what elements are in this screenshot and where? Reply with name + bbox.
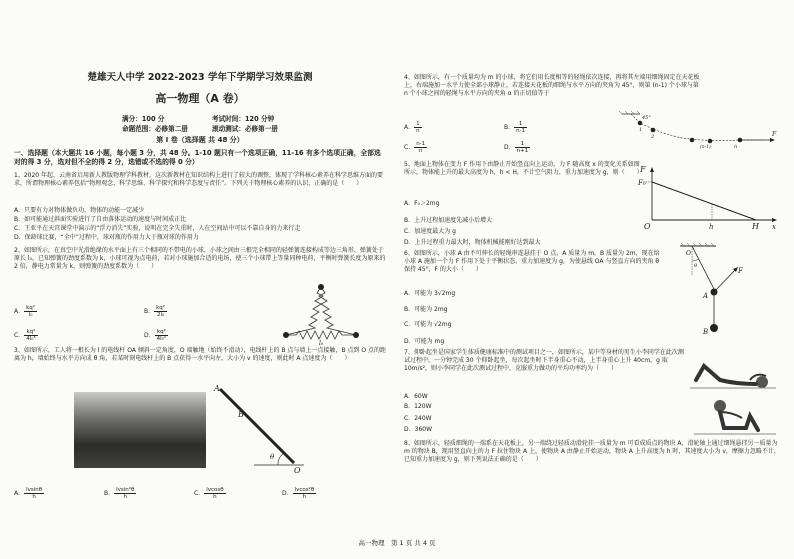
q3-option-a: A． $\frac{lvsin\theta}{h}$ bbox=[14, 487, 43, 501]
q5-force-graph bbox=[638, 165, 782, 231]
q4-figure-label-n-minus-1: (n-1) bbox=[700, 145, 711, 150]
q6-figure-f: F bbox=[738, 267, 743, 275]
q6-option-c: C．可能为 √2mg bbox=[404, 321, 452, 328]
q5-stem: 5、地面上物体在变力 F 作用下由静止开始竖直向上运动，力 F 随高度 x 的变化关系如图所示，物体能上升的最大高度为 h，h < H，不计空气阻力，重力加速度为 g，则（ ） bbox=[404, 161, 643, 177]
q6-figure-b: B bbox=[703, 328, 709, 336]
score-line: 满分：100 分 bbox=[122, 115, 165, 123]
q5-option-b: B．上升过程加速度先减小后增大 bbox=[404, 217, 493, 224]
q4-figure-label-1: 1 bbox=[639, 127, 643, 133]
rolling-line: 滚动测试：必修第一册 bbox=[212, 125, 278, 133]
q3-figure-b: B bbox=[238, 410, 244, 419]
q5-figure-x: x bbox=[772, 223, 776, 231]
q6-stem: 6、如图所示，小球 A 由不可伸长的轻绳串连悬挂于 O 点，A 质量为 m，B 质量为 2m，现在给小球 A 施加一个力 F 作用下处于平衡状态，重力加速度为 g，为使悬线 OA 与竖直方向的夹角 θ 保持 45°，F 的大小（ ） bbox=[404, 250, 660, 274]
q1-option-b: B．如可能通过斜面实验进行了自由落体运动的速度与时间成正比 bbox=[14, 216, 187, 223]
q5-figure-f: F bbox=[640, 165, 646, 174]
q4-stem: 4、如图所示，有一个质量均为 m 的小球，将它们用长度相等的轻绳依次连接，再将其左端用细绳固定在天花板上，右端施加一水平力使全部小球静止，若连接天花板的细绳与水平方向的夹角为 45°，则第 (n-1) 个小球与第 n 个小球之间的轻绳与水平方向的夹角 α 的正切值等于 bbox=[404, 74, 700, 98]
page-footer: 高一物理 第 1 页 共 4 页 bbox=[358, 539, 436, 547]
school-title: 楚雄天人中学 2022-2023 学年下学期学习效果监测 bbox=[87, 72, 313, 83]
q2-option-b: B． $\frac{\text{kq²}}{\text{2l₀}}$ bbox=[144, 305, 166, 319]
q1-stem: 1、2020 年起，云南省启用新人教版物理学科教材，这次新教材在知识结构上进行了较大的调整，体现了学科核心素养在科学思维方面的要求，所谓物理核心素养包括“物理观念、科学思维、科学探究和科学态度与责任”。下列关于物理核心素养的认识，正确的是（ ） bbox=[14, 172, 383, 188]
q5-figure-h-upper: H bbox=[752, 222, 759, 231]
q6-option-b: B．可能为 2mg bbox=[404, 306, 448, 313]
q3-stem: 3、如图所示，工人将一根长为 l 的电线杆 OA 倾斜一定角度，O 端触地（始终不滑动），电线杆上的 B 点与墙上一点接触，B 点到 O 点的距离为 h，墙始终与水平方向成 θ 角，若某时刻电线杆上的 B 点获得一水平向左、大小为 v 的速度，则此时 A 点速度为（ ） bbox=[14, 347, 386, 363]
subject-title: 高一物理（A 卷） bbox=[155, 92, 245, 105]
q4-option-b: B． $\frac{1}{n-1}$ bbox=[504, 121, 526, 135]
q2-option-c: C． $\frac{\text{kq²}}{\text{4l₀³}}$ bbox=[14, 329, 36, 343]
q2-stem: 2、如图所示，在真空中光滑绝缘的水平面上有三个相同的不带电的小球，小球之间由三根完全相同的轻弹簧连接构成等边三角形，弹簧处于原长 l₀，已知弹簧的劲度系数为 k，小球可视为点电荷，若对小球施加合适的电场，使三个小球带上等量同种电荷，平衡时弹簧长度为原来的 2 倍，静电力常量为 k，则弹簧的劲度系数为（ ） bbox=[14, 247, 386, 271]
q1-option-c: C．王亚平在天宫课堂中演示的“浮力消失”实验，说明在完全失重时，人在空间站中可以不靠自身的力来行走 bbox=[14, 225, 301, 232]
q3-figure-o: O bbox=[294, 466, 301, 475]
q5-figure-o: O bbox=[644, 222, 651, 231]
q5-figure-f0: F₀ bbox=[638, 179, 646, 187]
q6-figure-theta: θ bbox=[694, 263, 698, 269]
q5-figure-h: h bbox=[709, 223, 714, 231]
q2-option-a: A． $\frac{\text{kq²}}{\text{l₀}}$ bbox=[14, 305, 35, 319]
q6-figure-o: O bbox=[686, 250, 691, 257]
q7-option-d: D．360W bbox=[404, 426, 433, 433]
section-heading: 一、选择题（本大题共 16 小题，每小题 3 分，共 48 分。1-10 题只有一个选项正确，11-16 有多个选项正确，全部选对的得 3 分，选对但不全的得 2 分，选错或不选的得 0 分） bbox=[14, 149, 381, 167]
q2-figure-label: l₀ bbox=[319, 340, 324, 347]
q6-option-d: D．可能为 mg bbox=[404, 338, 445, 345]
q7-option-b: B．120W bbox=[404, 403, 432, 410]
q4-figure-angle: 45° bbox=[642, 115, 651, 121]
q1-option-d: D．保龄球比赛，“全中”过程中，球对瓶的作用力大于瓶对球的作用力 bbox=[14, 234, 199, 241]
q4-option-a: A． $\frac{1}{n}$ bbox=[404, 121, 420, 135]
q4-figure-f: F bbox=[772, 131, 777, 138]
q4-figure-label-n: n bbox=[734, 144, 738, 150]
q7-situp-figure bbox=[690, 356, 776, 438]
q1-option-a: A．只要有力对物体做负功，物体的动能一定减少 bbox=[14, 207, 145, 214]
q5-option-c: C．加速度最大为 g bbox=[404, 228, 456, 235]
q3-option-c: C． $\frac{lvcos\theta}{h}$ bbox=[194, 487, 224, 501]
q3-photo bbox=[74, 392, 206, 468]
q5-option-d: D．上升过程重力最大时，物体机械能刚好达到最大 bbox=[404, 239, 541, 246]
time-line: 考试时间：120 分钟 bbox=[212, 115, 275, 123]
q4-option-d: D． $\frac{1}{n+1}$ bbox=[504, 141, 529, 155]
q6-hanging-balls-figure bbox=[676, 243, 746, 343]
q4-ball-chain-figure bbox=[622, 110, 782, 160]
q7-option-c: C．240W bbox=[404, 415, 432, 422]
q4-option-c: C． $\frac{n-1}{n}$ bbox=[404, 141, 426, 155]
q3-option-d: D． $\frac{\text{lvcos²θ}}{h}$ bbox=[282, 487, 315, 501]
q3-figure-a: A bbox=[214, 384, 220, 393]
q2-spring-triangle-figure bbox=[276, 283, 366, 345]
q2-option-d: D． $\frac{\text{kq²}}{\text{4l₀²}}$ bbox=[144, 329, 167, 343]
q7-stem: 7、仰卧起坐是国家学生体质健康标准中的测试项目之一，如图所示，某中等身材的男生小李同学在此次测试过程中，一分钟完成 30 个仰卧起坐，每次起坐时下半身重心不动，上半身重心上升 40cm，g 取 10m/s²，则小李同学在此次测试过程中，克服重力做功的平均功率约为（ ） bbox=[404, 349, 684, 373]
q3-pole-figure bbox=[214, 383, 304, 473]
q6-figure-a: A bbox=[703, 292, 709, 300]
scope-line: 命题范围：必修第二册 bbox=[122, 125, 188, 133]
q8-stem: 8、如图所示，轻质细绳的一端系在天花板上，另一端绕过轻质动滑轮挂一质量为 m 可看成质点的物块 A，滑轮轴上通过细绳悬挂另一质量为 m 的物块 B，现用竖直向上的力 F 拉住物块 A 上，使物块 A 由静止开始运动，物块 A 上升高度为 h 时，其速度大小为 v，摩擦力忽略不计，已知重力加速度为 g，则下列说法正确的是（ ） bbox=[404, 440, 780, 464]
q7-option-a: A．60W bbox=[404, 393, 428, 400]
q5-option-a: A．F₀＞2mg bbox=[404, 200, 440, 207]
q3-figure-theta: θ bbox=[270, 453, 275, 461]
part-title: 第 I 卷（选择题 共 48 分） bbox=[156, 136, 244, 144]
q4-figure-label-2: 2 bbox=[651, 134, 655, 140]
q3-option-b: B． $\frac{\text{lvsin²θ}}{h}$ bbox=[104, 487, 135, 501]
q6-option-a: A．可能为 3√2mg bbox=[404, 290, 456, 297]
